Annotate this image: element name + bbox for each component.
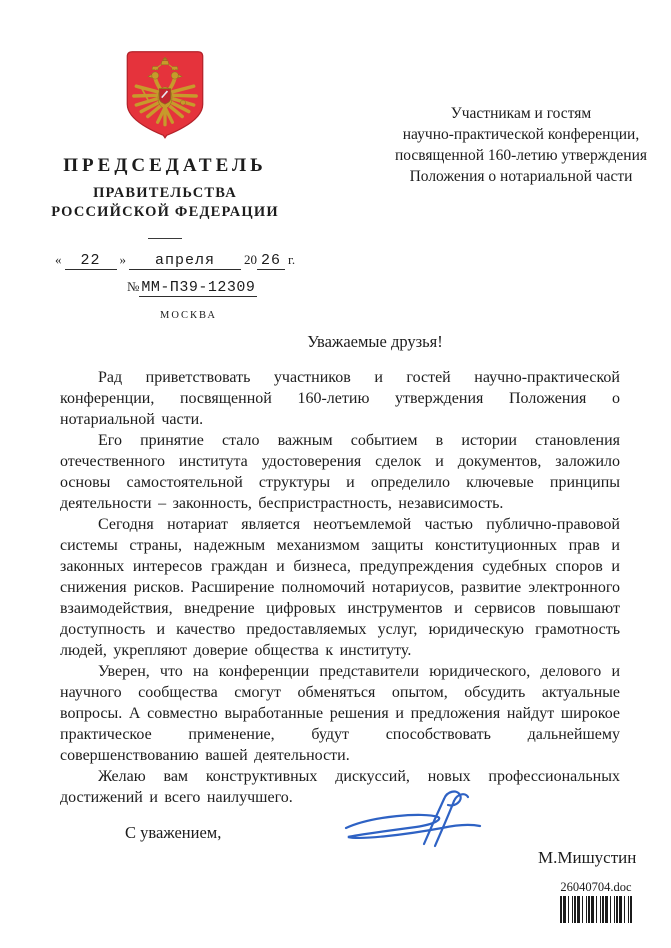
recipient-block [378,103,664,187]
date-year-field: 26 [257,253,285,270]
document-barcode-icon [560,896,632,923]
recipient-line: Положения о нотариальной части [409,168,633,185]
letterhead-divider [148,238,182,239]
city-label: МОСКВА [160,310,217,321]
document-filename: 26040704.doc [560,880,632,894]
document-number-field: ММ-П39-12309 [141,279,256,296]
salutation: Уважаемые друзья! [307,332,443,351]
letterhead-title-line1: ПРЕДСЕДАТЕЛЬ [63,155,267,176]
signer-name: М.Мишустин [538,848,637,867]
paragraph: Его принятие стало важным событием в истории становления отечественного института удостоверения сделок и документов, заложило основы самостоятельной структуры и определило ключевые принципы деятельности – законность, беспристрастность, независимость. [60,432,620,512]
paragraph: Сегодня нотариат является неотъемлемой частью публично-правовой системы страны, надежным механизмом защиты конституционных прав и законных интересов граждан и бизнеса, предупреждения судебных споров и снижения рисков. Расширение полномочий нотариусов, развитие электронного взаимодействия, внедрение цифровых инструментов и сервисов повышают доступность и качество предоставляемых услуг, юридическую грамотность людей, укрепляют доверие общества к институту. [60,516,620,659]
paragraph: Уверен, что на конференции представители юридического, делового и научного сообщества смогут обменяться опытом, обсудить актуальные вопросы. А совместно выработанные решения и предложения найдут широкое практическое применение, будут способствовать дальнейшему совершенствованию вашей деятельности. [60,663,620,764]
recipient-line: посвященной 160-летию утверждения [394,147,647,164]
date-number-block [55,252,325,321]
russian-coat-of-arms-icon [124,50,206,142]
document-number-line [127,279,325,297]
letterhead-title-line2: ПРАВИТЕЛЬСТВА [93,185,237,201]
recipient-line: научно-практической конференции, [402,126,640,143]
letterhead [40,50,290,239]
date-day-field: 22 [65,253,117,270]
paragraph: Рад приветствовать участников и гостей научно-практической конференции, посвященной 160-летию утверждения Положения о нотариальной части. [60,369,620,428]
number-sign: № [127,279,140,294]
document-footer [556,880,636,923]
letter-body [60,331,620,843]
letterhead-title-line3: РОССИЙСКОЙ ФЕДЕРАЦИИ [51,204,279,220]
date-month-field: апреля [129,253,241,270]
close-quote: » [119,252,126,267]
closing-phrase: С уважением, [125,823,222,842]
date-line [55,252,325,270]
recipient-line: Участникам и гостям [450,105,592,122]
handwritten-signature-icon [338,788,488,856]
paragraph: Желаю вам конструктивных дискуссий, новых профессиональных достижений и всего наилучшего. [60,768,620,806]
date-year-suffix: г. [288,252,296,267]
open-quote: « [55,252,62,267]
date-century: 20 [244,252,257,267]
